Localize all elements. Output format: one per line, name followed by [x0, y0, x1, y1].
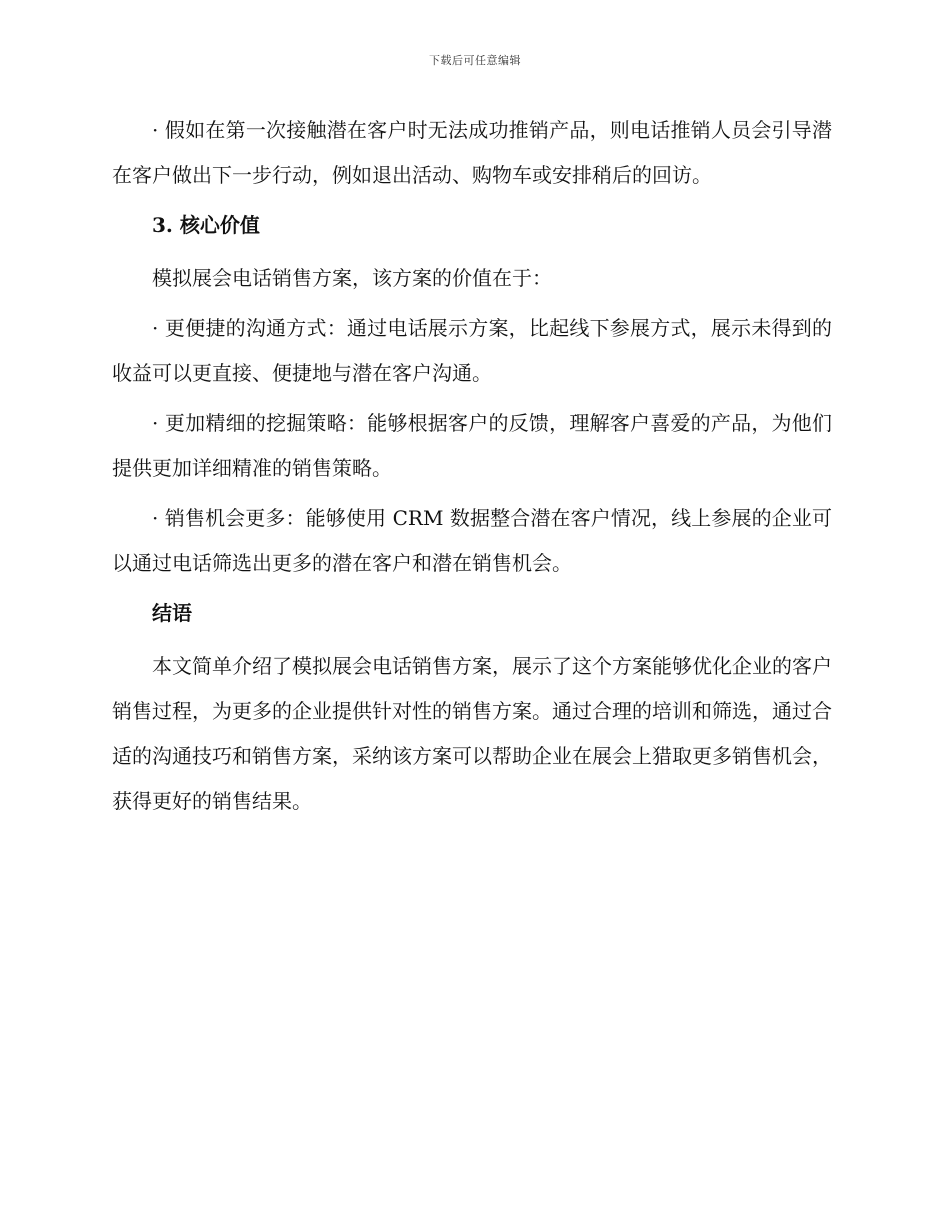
paragraph-value-intro: 模拟展会电话销售方案，该方案的价值在于： — [152, 266, 552, 290]
paragraph-bullet-followup: · 假如在第一次接触潜在客户时无法成功推销产品，则电话推销人员会引导潜在客户做出下一步行动，例如退出活动、购物车或安排稍后的回访。 — [112, 118, 832, 187]
section-heading-core-value: 3. 核心价值 — [152, 213, 260, 237]
paragraph-bullet-opportunities: · 销售机会更多：能够使用 CRM 数据整合潜在客户情况，线上参展的企业可以通过电话筛选出更多的潜在客户和潜在销售机会。 — [112, 506, 832, 575]
paragraph-conclusion: 本文简单介绍了模拟展会电话销售方案，展示了这个方案能够优化企业的客户销售过程，为更多的企业提供针对性的销售方案。通过合理的培训和筛选，通过合适的沟通技巧和销售方案，采纳该方案可以帮助企业在展会上猎取更多销售机会，获得更好的销售结果。 — [112, 654, 832, 813]
paragraph-bullet-strategy: · 更加精细的挖掘策略：能够根据客户的反馈，理解客户喜爱的产品，为他们提供更加详细精准的销售策略。 — [112, 411, 832, 480]
document-body — [112, 108, 832, 829]
page-header: 下载后可任意编辑 — [429, 54, 521, 67]
paragraph-bullet-communication: · 更便捷的沟通方式：通过电话展示方案，比起线下参展方式，展示未得到的收益可以更直接、便捷地与潜在客户沟通。 — [112, 316, 832, 385]
section-heading-conclusion: 结语 — [152, 601, 192, 625]
